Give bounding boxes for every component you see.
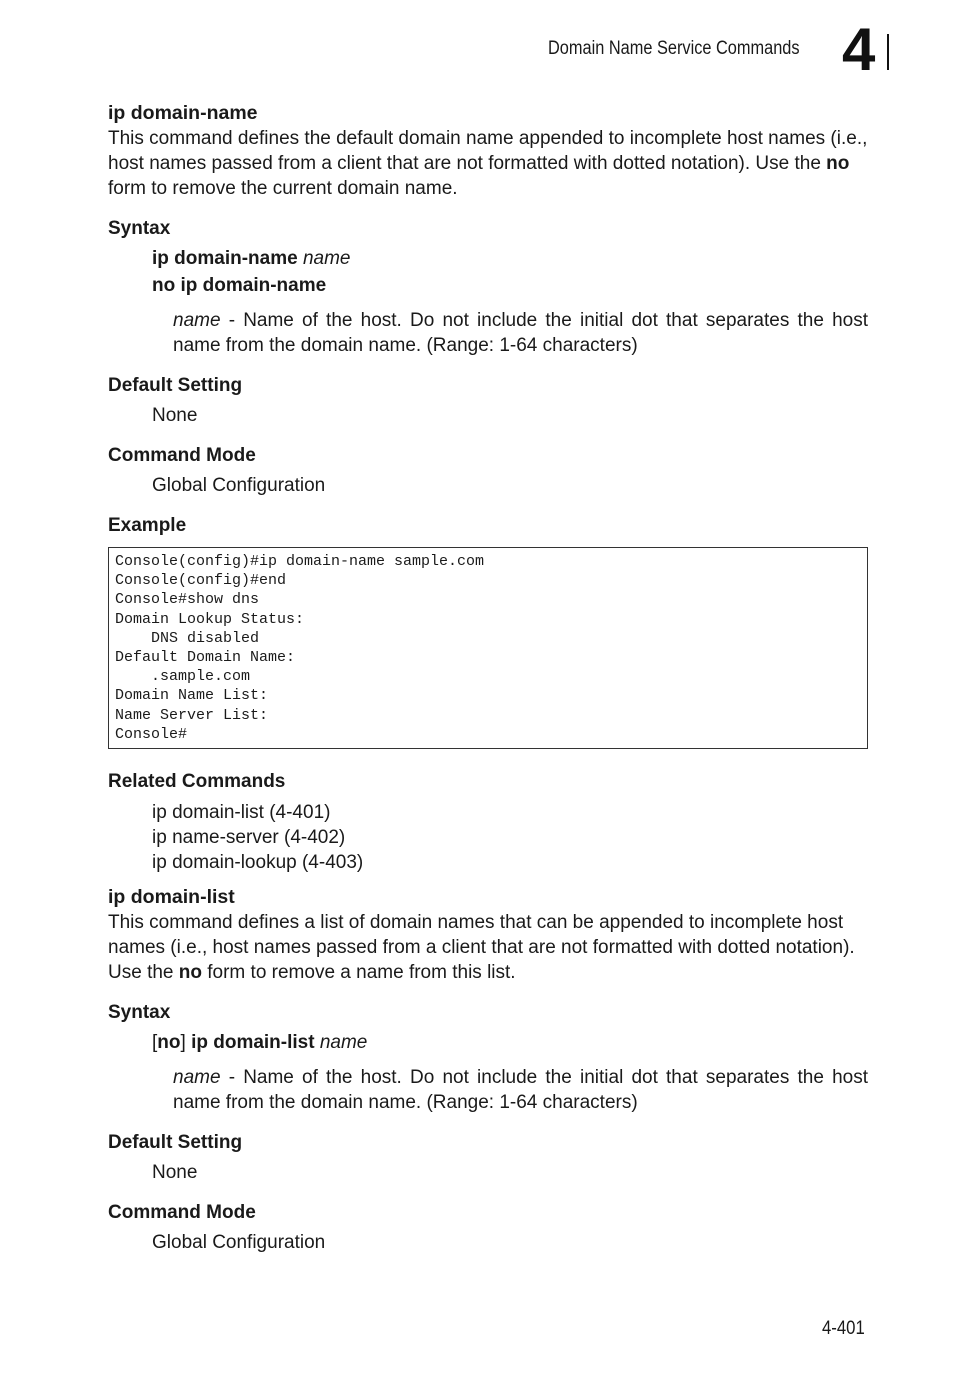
syntax-block <box>108 1029 868 1056</box>
section-description <box>108 126 868 201</box>
description-text-end: form to remove the current domain name. <box>108 178 458 199</box>
section-heading-ip-domain-list: ip domain-list <box>108 886 235 909</box>
chapter-rule <box>887 34 889 70</box>
page-content <box>108 101 868 1255</box>
description-keyword: no <box>826 153 850 174</box>
default-setting-value: None <box>152 405 198 426</box>
syntax-heading: Syntax <box>108 1002 171 1024</box>
parameter-name: name <box>173 1067 221 1089</box>
syntax-keyword-no: no <box>157 1032 181 1054</box>
related-commands-heading: Related Commands <box>108 771 286 793</box>
command-mode-heading: Command Mode <box>108 445 256 466</box>
syntax-heading: Syntax <box>108 218 171 239</box>
command-mode-value: Global Configuration <box>152 1232 326 1254</box>
example-code-block: Console(config)#ip domain-name sample.com Console(config)#end Console#show dns Domain Lookup Status: DNS disabled Default Domain Name: .sample.com Domain Name List: Name Server List: Console# <box>108 547 868 749</box>
syntax-line <box>152 1029 868 1056</box>
parameter-text: - Name of the host. Do not include the initial dot that separates the host name from the domain name. (Range: 1-64 characters) <box>173 1067 868 1114</box>
syntax-command-no: no ip domain-name <box>152 275 327 296</box>
section-heading-ip-domain-name: ip domain-name <box>108 102 258 124</box>
related-commands-list <box>108 800 868 875</box>
running-header: Domain Name Service Commands <box>548 38 800 59</box>
parameter-description <box>108 1065 868 1115</box>
syntax-bracket-close: ] <box>180 1032 192 1054</box>
description-keyword: no <box>178 962 202 984</box>
parameter-text: - Name of the host. Do not include the initial dot that separates the host name from the domain name. (Range: 1-64 characters) <box>173 310 868 356</box>
related-command-item: ip domain-lookup (4-403) <box>152 852 364 874</box>
parameter-name: name <box>173 310 221 331</box>
syntax-command: ip domain-name <box>152 248 298 269</box>
section-description <box>108 910 868 985</box>
chapter-number: 4 <box>842 16 876 83</box>
command-mode-heading: Command Mode <box>108 1202 256 1224</box>
description-text-end: form to remove a name from this list. <box>201 962 516 984</box>
description-text: This command defines the default domain name appended to incomplete host names (i.e., host names passed from a client that are not formatted with dotted notation). Use the <box>108 128 868 174</box>
default-setting-heading: Default Setting <box>108 375 243 396</box>
syntax-bracket-open: [ <box>152 1032 158 1054</box>
related-command-item: ip domain-list (4-401) <box>152 802 331 824</box>
description-text: This command defines a list of domain names that can be appended to incomplete host names (i.e., host names passed from a client that are not formatted with dotted notation). Use the <box>108 912 855 984</box>
page-number: 4-401 <box>822 1318 865 1339</box>
syntax-block <box>108 245 868 299</box>
command-mode-value: Global Configuration <box>152 475 326 496</box>
related-command-item: ip name-server (4-402) <box>152 827 346 849</box>
example-heading: Example <box>108 515 187 536</box>
default-setting-value: None <box>152 1162 198 1184</box>
syntax-argument: name <box>319 1032 368 1054</box>
parameter-description <box>108 308 868 358</box>
syntax-command: ip domain-list <box>191 1032 315 1054</box>
syntax-argument: name <box>302 248 351 269</box>
default-setting-heading: Default Setting <box>108 1132 243 1154</box>
syntax-line <box>152 245 868 272</box>
syntax-line-no <box>152 272 868 299</box>
